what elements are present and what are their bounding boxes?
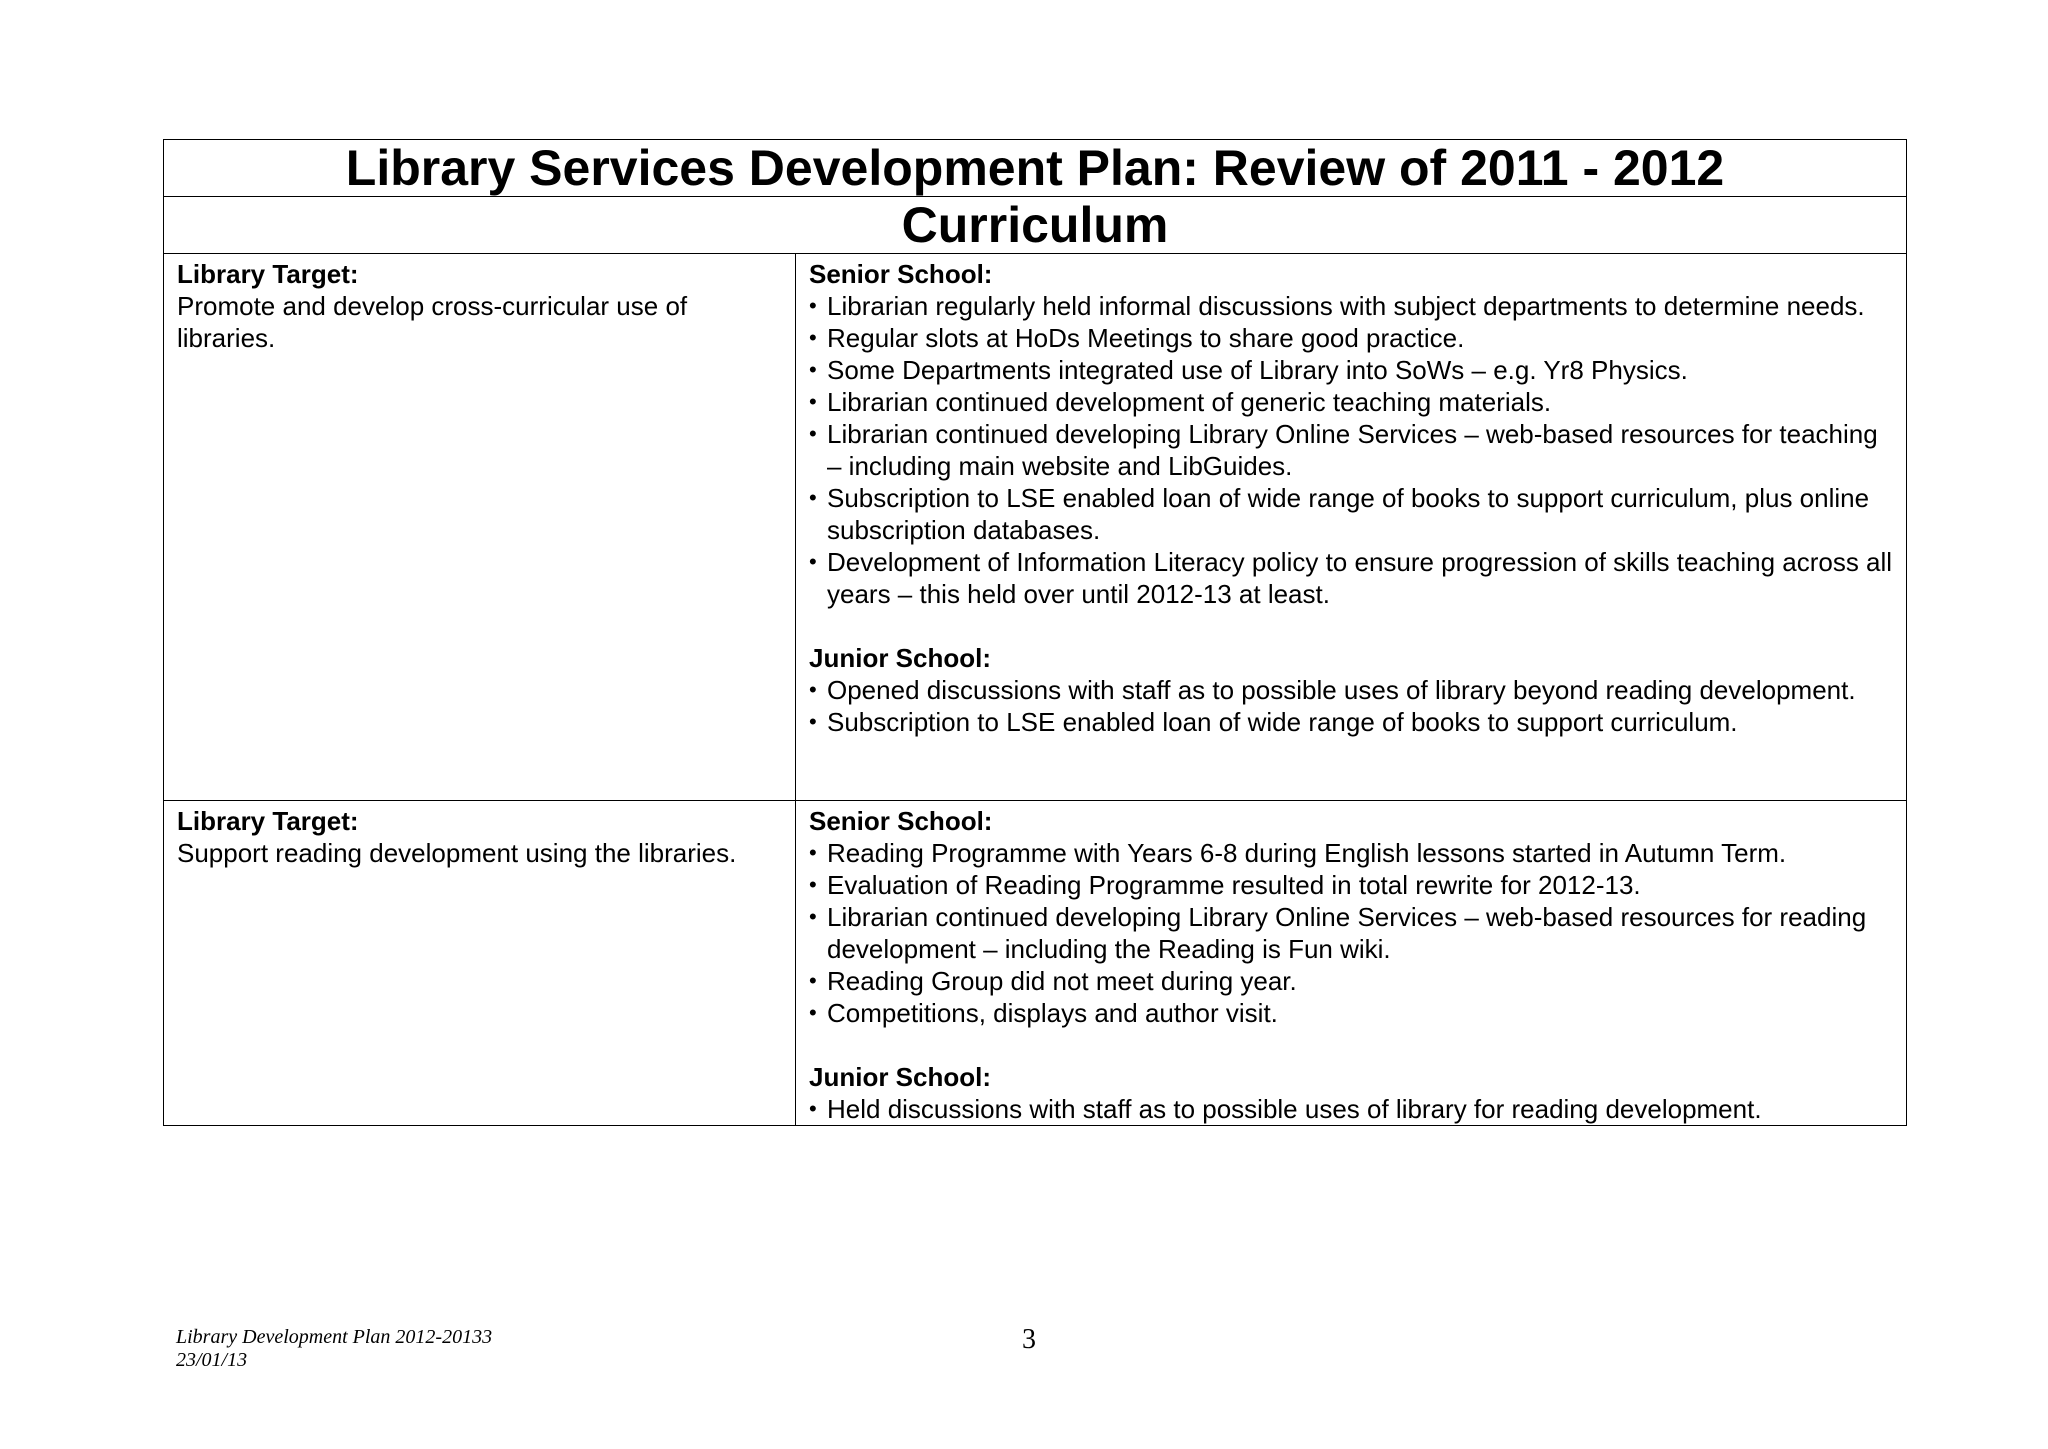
junior-school-list bbox=[809, 674, 1893, 738]
senior-school-list bbox=[809, 837, 1893, 1029]
list-item: • Development of Information Literacy policy to ensure progression of skills teaching across all years – this held over until 2012-13 at least. bbox=[809, 546, 1893, 610]
list-item: • Regular slots at HoDs Meetings to share good practice. bbox=[809, 322, 1893, 354]
footer-date: 23/01/13 bbox=[176, 1349, 248, 1371]
list-item: • Reading Group did not meet during year. bbox=[809, 965, 1893, 997]
table-row bbox=[164, 254, 1907, 801]
senior-school-heading: Senior School: bbox=[809, 259, 993, 289]
junior-school-heading: Junior School: bbox=[809, 643, 991, 673]
list-item: • Librarian continued development of generic teaching materials. bbox=[809, 386, 1893, 418]
page-number: 3 bbox=[1022, 1324, 1036, 1355]
senior-school-list bbox=[809, 290, 1893, 610]
target-text: Support reading development using the libraries. bbox=[177, 838, 737, 868]
junior-school-heading: Junior School: bbox=[809, 1062, 991, 1092]
document-title: Library Services Development Plan: Review of 2011 - 2012 bbox=[164, 140, 1907, 197]
target-label: Library Target: bbox=[177, 259, 359, 289]
spacer bbox=[809, 610, 1893, 642]
senior-school-heading: Senior School: bbox=[809, 806, 993, 836]
table-row bbox=[164, 801, 1907, 1126]
section-row bbox=[164, 197, 1907, 254]
list-item: • Librarian continued developing Library Online Services – web-based resources for teaching – including main website and LibGuides. bbox=[809, 418, 1893, 482]
spacer bbox=[809, 1029, 1893, 1061]
list-item: • Held discussions with staff as to possible uses of library for reading development. bbox=[809, 1093, 1893, 1125]
target-text: Promote and develop cross-curricular use of libraries. bbox=[177, 291, 688, 353]
target-label: Library Target: bbox=[177, 806, 359, 836]
junior-school-list bbox=[809, 1093, 1893, 1125]
section-title: Curriculum bbox=[164, 197, 1907, 254]
target-cell bbox=[164, 801, 796, 1126]
review-cell bbox=[796, 801, 1907, 1126]
list-item: • Evaluation of Reading Programme resulted in total rewrite for 2012-13. bbox=[809, 869, 1893, 901]
footer-doc-info bbox=[176, 1326, 492, 1372]
list-item: • Librarian continued developing Library Online Services – web-based resources for reading development – including the Reading is Fun wiki. bbox=[809, 901, 1893, 965]
list-item: • Subscription to LSE enabled loan of wide range of books to support curriculum, plus online subscription databases. bbox=[809, 482, 1893, 546]
list-item: • Competitions, displays and author visit. bbox=[809, 997, 1893, 1029]
list-item: • Some Departments integrated use of Library into SoWs – e.g. Yr8 Physics. bbox=[809, 354, 1893, 386]
list-item: • Reading Programme with Years 6-8 during English lessons started in Autumn Term. bbox=[809, 837, 1893, 869]
list-item: • Librarian regularly held informal discussions with subject departments to determine needs. bbox=[809, 290, 1893, 322]
review-cell bbox=[796, 254, 1907, 801]
footer-doc-name: Library Development Plan 2012-20133 bbox=[176, 1326, 493, 1348]
list-item: • Opened discussions with staff as to possible uses of library beyond reading development. bbox=[809, 674, 1893, 706]
plan-table bbox=[163, 139, 1907, 1126]
target-cell bbox=[164, 254, 796, 801]
list-item: • Subscription to LSE enabled loan of wide range of books to support curriculum. bbox=[809, 706, 1893, 738]
title-row bbox=[164, 140, 1907, 197]
